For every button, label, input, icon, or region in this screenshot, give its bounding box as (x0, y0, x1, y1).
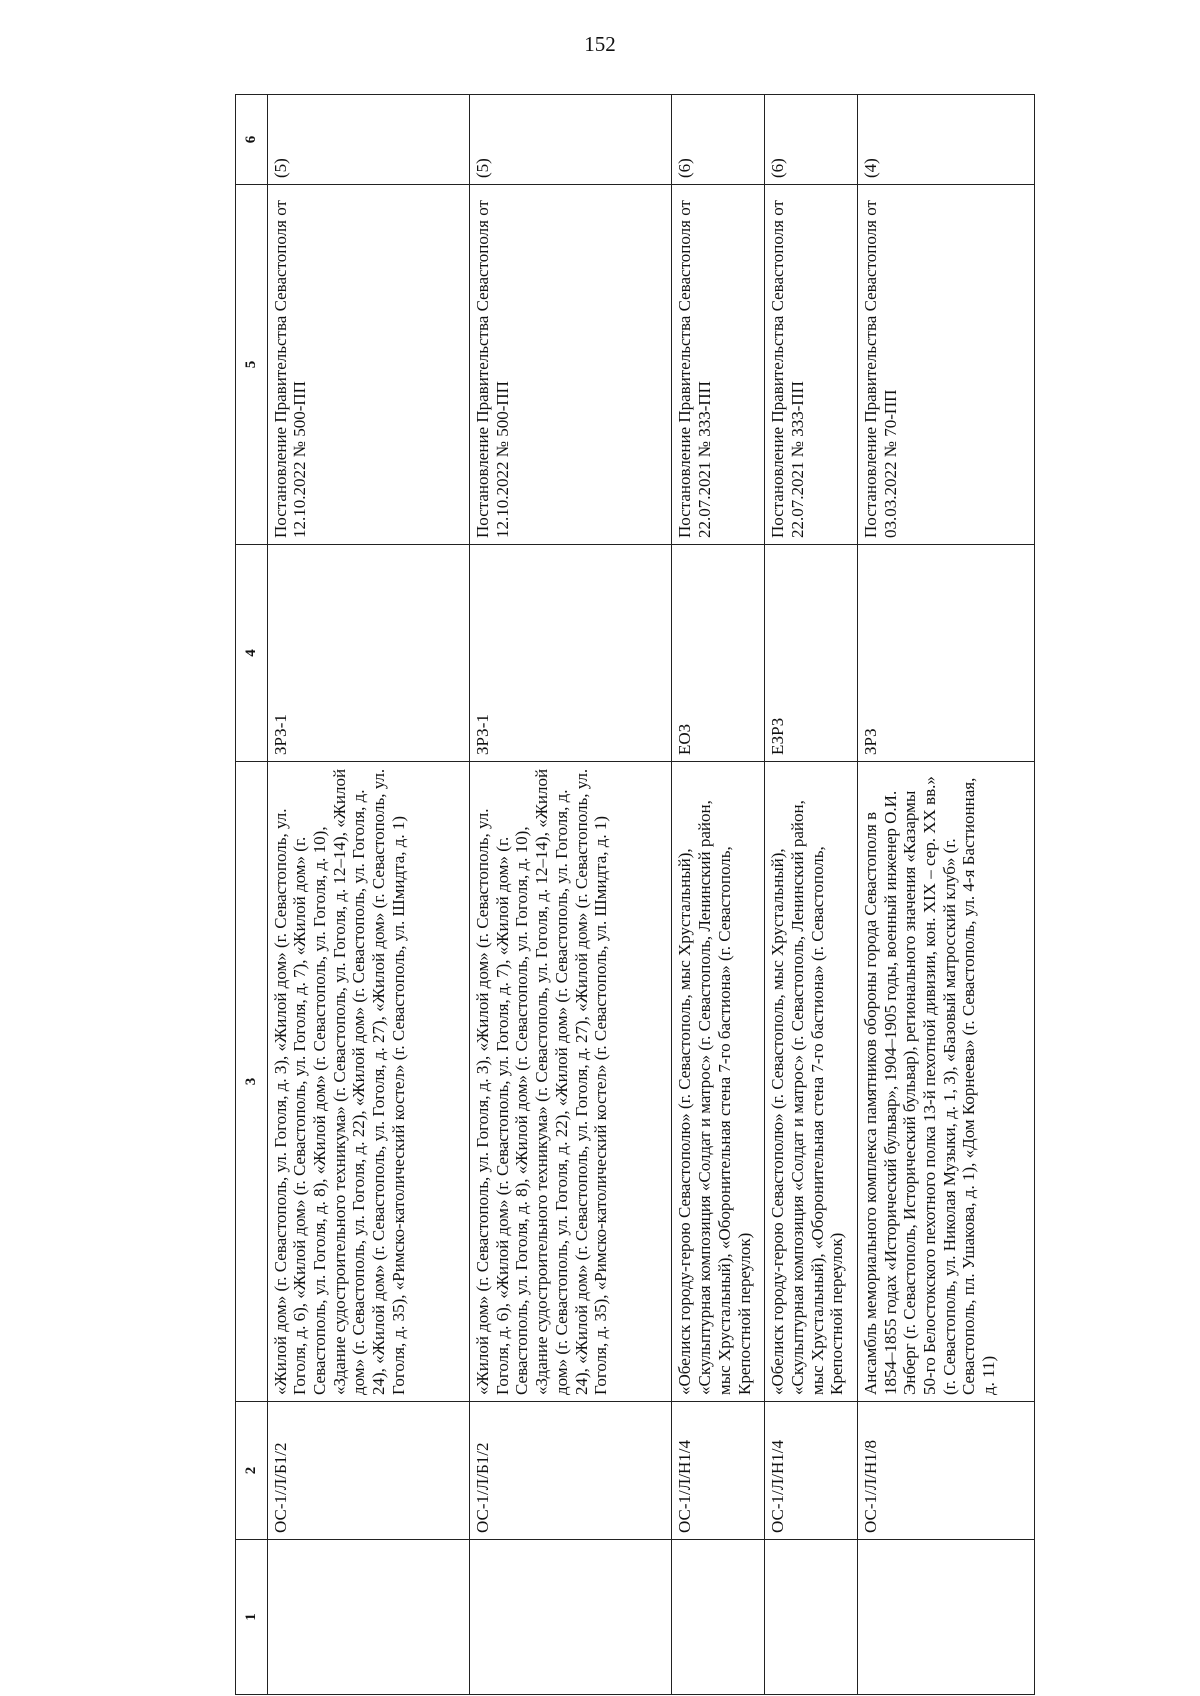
cell-code: ОС-1/Л/Б1/2 (267, 1402, 469, 1540)
cell-col1 (469, 1540, 671, 1695)
cell-description: «Обелиск городу-герою Севастополю» (г. Севастополь, мыс Хрустальный), «Скульптурная композиция «Солдат и матрос» (г. Севастополь, Ленинский район, мыс Хрустальный), «Оборонительная стена 7-го бастиона» (г. Севастополь, Крепостной переулок) (672, 762, 765, 1402)
cell-col1 (765, 1540, 858, 1695)
cell-zone: ЗРЗ-1 (267, 545, 469, 762)
cell-code: ОС-1/Л/Н1/8 (857, 1402, 1034, 1540)
cell-document: Постановление Правительства Севастополя от 22.07.2021 № 333-ПП (672, 185, 765, 545)
cell-description: «Обелиск городу-герою Севастополю» (г. Севастополь, мыс Хрустальный), «Скульптурная композиция «Солдат и матрос» (г. Севастополь, Ленинский район, мыс Хрустальный), «Оборонительная стена 7-го бастиона» (г. Севастополь, Крепостной переулок) (765, 762, 858, 1402)
cell-zone: ЕЗРЗ (765, 545, 858, 762)
page-number: 152 (584, 32, 616, 56)
table-row (469, 95, 671, 1695)
cell-ref: (6) (765, 95, 858, 185)
column-header: 2 (236, 1402, 268, 1540)
cell-document: Постановление Правительства Севастополя от 12.10.2022 № 500-ПП (267, 185, 469, 545)
column-header: 4 (236, 545, 268, 762)
column-header: 1 (236, 1540, 268, 1695)
cell-code: ОС-1/Л/Н1/4 (672, 1402, 765, 1540)
cell-description: Ансамбль мемориального комплекса памятников обороны города Севастополя в 1854–1855 годах «Исторический бульвар», 1904–1905 годы, военный инженер О.И. Энберг (г. Севастополь, Исторический бульвар), регионального значения «Казармы 50-го Белостокского пехотного полка 13-й пехотной дивизии, кон. XIX – сер. XX вв.» (г. Севастополь, ул. Николая Музыки, д. 1, 3), «Базовый матросский клуб» (г. Севастополь, пл. Ушакова, д. 1), «Дом Корнеева» (г. Севастополь, ул. 4-я Бастионная, д. 11) (857, 762, 1034, 1402)
cell-document: Постановление Правительства Севастополя от 12.10.2022 № 500-ПП (469, 185, 671, 545)
table-row (857, 95, 1034, 1695)
cell-col1 (672, 1540, 765, 1695)
cell-zone: ЗРЗ-1 (469, 545, 671, 762)
cell-description: «Жилой дом» (г. Севастополь, ул. Гоголя, д. 3), «Жилой дом» (г. Севастополь, ул. Гоголя, д. 6), «Жилой дом» (г. Севастополь, ул. Гоголя, д. 7), «Жилой дом» (г. Севастополь, ул. Гоголя, д. 8), «Жилой дом» (г. Севастополь, ул. Гоголя, д. 10), «Здание судостроительного техникума» (г. Севастополь, ул. Гоголя, д. 12–14), «Жилой дом» (г. Севастополь, ул. Гоголя, д. 22), «Жилой дом» (г. Севастополь, ул. Гоголя, д. 24), «Жилой дом» (г. Севастополь, ул. Гоголя, д. 27), «Жилой дом» (г. Севастополь, ул. Гоголя, д. 35), «Римско-католический костел» (г. Севастополь, ул. Шмидта, д. 1) (469, 762, 671, 1402)
cell-ref: (4) (857, 95, 1034, 185)
zones-table (235, 94, 1035, 1695)
cell-ref: (5) (469, 95, 671, 185)
cell-zone: ЕОЗ (672, 545, 765, 762)
cell-description: «Жилой дом» (г. Севастополь, ул. Гоголя, д. 3), «Жилой дом» (г. Севастополь, ул. Гоголя, д. 6), «Жилой дом» (г. Севастополь, ул. Гоголя, д. 7), «Жилой дом» (г. Севастополь, ул. Гоголя, д. 8), «Жилой дом» (г. Севастополь, ул. Гоголя, д. 10), «Здание судостроительного техникума» (г. Севастополь, ул. Гоголя, д. 12–14), «Жилой дом» (г. Севастополь, ул. Гоголя, д. 22), «Жилой дом» (г. Севастополь, ул. Гоголя, д. 24), «Жилой дом» (г. Севастополь, ул. Гоголя, д. 27), «Жилой дом» (г. Севастополь, ул. Гоголя, д. 35), «Римско-католический костел» (г. Севастополь, ул. Шмидта, д. 1) (267, 762, 469, 1402)
cell-ref: (6) (672, 95, 765, 185)
table-row (267, 95, 469, 1695)
cell-zone: ЗРЗ (857, 545, 1034, 762)
cell-code: ОС-1/Л/Б1/2 (469, 1402, 671, 1540)
cell-col1 (857, 1540, 1034, 1695)
rotated-table-wrapper (235, 95, 1035, 1695)
column-header: 3 (236, 762, 268, 1402)
cell-ref: (5) (267, 95, 469, 185)
column-header: 5 (236, 185, 268, 545)
table-row (765, 95, 858, 1695)
cell-document: Постановление Правительства Севастополя от 03.03.2022 № 70-ПП (857, 185, 1034, 545)
cell-code: ОС-1/Л/Н1/4 (765, 1402, 858, 1540)
table-header-row (236, 95, 268, 1695)
cell-col1 (267, 1540, 469, 1695)
cell-document: Постановление Правительства Севастополя от 22.07.2021 № 333-ПП (765, 185, 858, 545)
column-header: 6 (236, 95, 268, 185)
table-row (672, 95, 765, 1695)
